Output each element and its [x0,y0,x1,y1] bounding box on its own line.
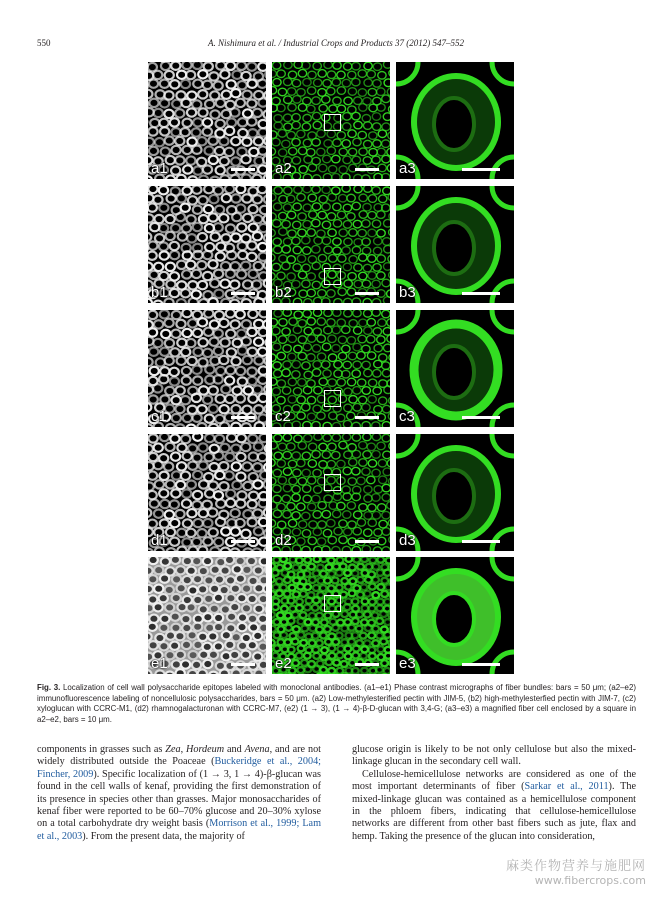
magnified-region-box [324,474,341,491]
panel-label: a1 [151,160,168,177]
running-header [37,38,635,52]
page-number: 550 [37,38,51,48]
micrograph-panel-e1 [148,557,266,674]
scale-bar [231,168,255,171]
micrograph-panel-a2 [272,62,390,179]
scale-bar [231,663,255,666]
micrograph-panel-b1 [148,186,266,303]
right-column [352,744,636,843]
micrograph-panel-b2 [272,186,390,303]
scale-bar [462,663,500,666]
panel-label: b1 [151,284,168,301]
magnified-region-box [324,268,341,285]
panel-label: c2 [275,408,291,425]
scale-bar [231,540,255,543]
left-paragraph: components in grasses such as Zea, Hordeum and Avena, and are not widely distributed outside the Poaceae (Buckeridge et al., 2004; Fincher, 2009). Specific localization of (1 → 3, 1 → 4)-β-glucan was found in the cell walls of kenaf, providing the first demonstration of its presence in species other than grasses. Major monosaccharides of kenaf fiber were reported to be 60–70% glucose and 20–30% xylose on a total carbohydrate dry weight basis (Morrison et al., 1999; Lam et al., 2003). From the present data, the majority of [37,744,321,842]
panel-label: c3 [399,408,415,425]
journal-citation: A. Nishimura et al. / Industrial Crops and Products 37 (2012) 547–552 [207,38,465,48]
panel-label: d1 [151,532,168,549]
micrograph-panel-d1 [148,434,266,551]
magnified-region-box [324,114,341,131]
scale-bar [231,416,255,419]
micrograph-panel-a1 [148,62,266,179]
micrograph-panel-d3 [396,434,514,551]
scale-bar [462,168,500,171]
scale-bar [355,663,379,666]
micrograph-panel-e2 [272,557,390,674]
right-paragraph-1: glucose origin is likely to be not only cellulose but also the mixed-linkage glucan in the secondary cell wall. [352,744,636,768]
micrograph-panel-d2 [272,434,390,551]
scale-bar [462,416,500,419]
scale-bar [355,540,379,543]
scale-bar [231,292,255,295]
panel-label: a3 [399,160,416,177]
watermark-url: www.fibercrops.com [534,874,646,887]
panel-label: e1 [151,655,168,672]
watermark [506,855,646,887]
scale-bar [355,292,379,295]
scale-bar [462,540,500,543]
magnified-region-box [324,390,341,407]
citation-link[interactable]: Sarkar et al., 2011 [524,781,609,793]
figure-label: Fig. 3. [37,683,61,692]
scale-bar [355,416,379,419]
micrograph-panel-c1 [148,310,266,427]
panel-label: b2 [275,284,292,301]
citation-link[interactable]: Buckeridge et al., 2004; Fincher, 2009 [37,756,321,780]
panel-label: d2 [275,532,292,549]
panel-label: c1 [151,408,167,425]
micrograph-panel-c2 [272,310,390,427]
panel-label: d3 [399,532,416,549]
micrograph-panel-c3 [396,310,514,427]
figure-caption [37,683,636,725]
right-paragraph-2: Cellulose-hemicellulose networks are considered as one of the most important determinants of fiber (Sarkar et al., 2011). The mixed-linkage glucan was contained as a hemicellulose component in the phloem fibers, indicating that cellulose-hemicellulose networks are different from other bast fibers such as jute, flax and hemp. Taking the presence of the glucan into consideration, [352,768,637,842]
micrograph-panel-a3 [396,62,514,179]
magnified-region-box [324,595,341,612]
caption-text: Localization of cell wall polysaccharide epitopes labeled with monoclonal antibodies. (a1–e1) Phase contrast micrographs of fiber bundles: bars = 50 μm; (a2–e2) immunofluorescence labeling of noncellulosic polysaccharides, bars = 50 μm. (a2) Low-methylesterified pectin with JIM-5, (b2) high-methylesterfied pectin with JIM-7, (c2) xyloglucan with CCRC-M1, (d2) rhamnogalacturonan with CCRC-M7, (e2) (1 → 3), (1 → 4)-β-D-glucan with 3,4-G; (a3–e3) a magnified fiber cell enclosed by a square in a2–e2, bars = 10 μm. [37,683,636,724]
panel-label: e3 [399,655,416,672]
panel-label: a2 [275,160,292,177]
watermark-site-name: 麻类作物营养与施肥网 [505,859,646,874]
scale-bar [462,292,500,295]
scale-bar [355,168,379,171]
micrograph-panel-b3 [396,186,514,303]
panel-label: b3 [399,284,416,301]
citation-link[interactable]: Morrison et al., 1999; Lam et al., 2003 [37,818,321,842]
micrograph-panel-e3 [396,557,514,674]
panel-label: e2 [275,655,292,672]
left-column [37,744,321,843]
